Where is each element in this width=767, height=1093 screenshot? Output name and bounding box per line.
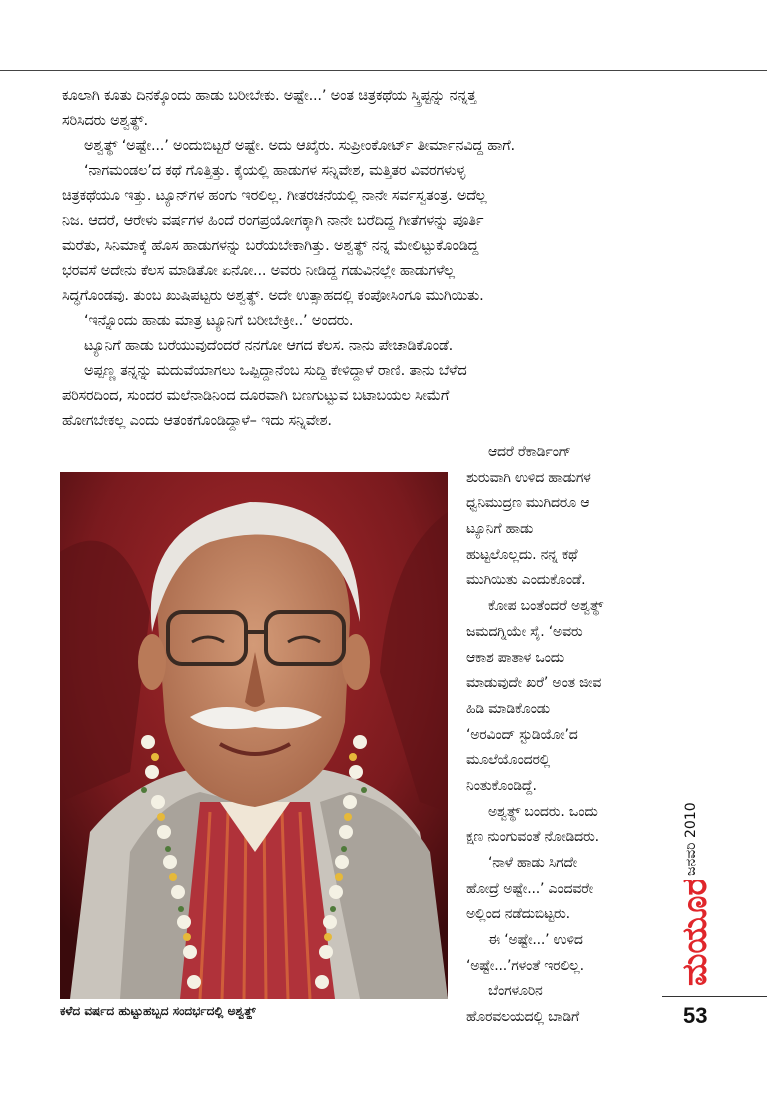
text-line: ‘ಇನ್ನೊಂದು ಹಾಡು ಮಾತ್ರ ಟ್ಯೂನಿಗೆ ಬರೀಬೇಕ್ರೀ..’ ಅಂದರು. [84,313,354,329]
text-line: ಮಾಡುವುದೇ ಖರೆ’ ಅಂತ ಜೀವ [466,675,602,692]
text-line: ಅಶ್ವತ್ಥ್ ಬಂದರು. ಒಂದು [488,803,598,820]
text-line: ಕ್ಷಣ ನುಂಗುವಂತೆ ನೋಡಿದರು. [466,829,599,846]
text-line: ಚಿತ್ರಕಥೆಯೂ ಇತ್ತು. ಟ್ಯೂನ್‌ಗಳ ಹಂಗು ಇರಲಿಲ್ಲ. ಗೀತರಚನೆಯಲ್ಲಿ ನಾನೇ ಸರ್ವಸ್ವತಂತ್ರ. ಅದೆಲ್ಲ [62,188,487,204]
issue-date-text: ಜನವರಿ 2010 [683,802,699,876]
magazine-masthead [666,880,716,990]
top-rule [0,70,767,71]
text-line: ಸರಿಸಿದರು ಅಶ್ವತ್ಥ್. [62,113,148,129]
footer-rule [662,996,767,997]
text-line: ಹೊರವಲಯದಲ್ಲಿ ಬಾಡಿಗೆ [466,1009,579,1026]
text-line: ಪರಿಸರದಿಂದ, ಸುಂದರ ಮಲೆನಾಡಿನಿಂದ ದೂರವಾಗಿ ಬಣಗುಟ್ಟುವ ಬಟಾಬಯಲ ಸೀಮೆಗೆ [62,388,450,404]
text-line: ಹಿಡಿ ಮಾಡಿಕೊಂಡು [466,700,550,717]
text-line: ನಿಂತುಕೊಂಡಿದ್ದೆ. [466,777,537,794]
text-line: ಸಿದ್ಧಗೊಂಡವು. ತುಂಬ ಖುಷಿಪಟ್ಟರು ಅಶ್ವತ್ಥ್. ಅದೇ ಉತ್ಸಾಹದಲ್ಲಿ ಕಂಪೋಸಿಂಗೂ ಮುಗಿಯಿತು. [62,288,484,304]
text-line: ‘ಅಷ್ಟೇ...’ಗಳಂತೆ ಇರಲಿಲ್ಲ. [466,957,584,974]
text-line: ಅಲ್ಲಿಂದ ನಡೆದುಬಿಟ್ಟರು. [466,906,570,923]
text-line: ಅಶ್ವತ್ಥ್ ‘ಅಷ್ಟೇ...’ ಅಂದುಬಿಟ್ಟರೆ ಅಷ್ಟೇ. ಅದು ಆಖೈರು. ಸುಪ್ರೀಂಕೋರ್ಟ್ ತೀರ್ಮಾನವಿದ್ದ ಹಾಗೆ. [84,138,515,154]
text-line: ಆದರೆ ರೆಕಾರ್ಡಿಂಗ್ [488,444,571,460]
magazine-name: ಮಯೂರ [675,880,715,986]
article-body-right-column [466,440,662,1031]
text-line: ಈ ‘ಅಷ್ಟೇ...’ ಉಳಿದ [488,932,583,949]
issue-date [678,778,702,878]
text-line: ಕೂಲಾಗಿ ಕೂತು ದಿನಕ್ಕೊಂದು ಹಾಡು ಬರೀಬೇಕು. ಅಷ್ಟೇ...’ ಅಂತ ಚಿತ್ರಕಥೆಯ ಸ್ಕ್ರಿಪ್ಟನ್ನು ನನ್ನತ್ತ [62,88,476,104]
portrait-photo [60,472,448,999]
text-line: ಮೂಲೆಯೊಂದರಲ್ಲಿ [466,752,551,769]
text-line: ಮುಗಿಯಿತು ಎಂದುಕೊಂಡೆ. [466,572,586,589]
text-line: ಹುಟ್ಟಲೊಲ್ಲದು. ನನ್ನ ಕಥೆ [466,546,578,563]
text-line: ಮರೆತು, ಸಿನಿಮಾಕ್ಕೆ ಹೊಸ ಹಾಡುಗಳನ್ನು ಬರೆಯಬೇಕಾಗಿತ್ತು. ಅಶ್ವತ್ಥ್ ನನ್ನ ಮೇಲಿಟ್ಟುಕೊಂಡಿದ್ದ [62,238,479,254]
photo-caption: ಕಳೆದ ವರ್ಷದ ಹುಟ್ಟುಹಬ್ಬದ ಸಂದರ್ಭದಲ್ಲಿ ಅಶ್ವತ್ಥ್ [60,1004,256,1018]
text-line: ಟ್ಯೂನಿಗೆ ಹಾಡು ಬರೆಯುವುದೆಂದರೆ ನನಗೋ ಆಗದ ಕೆಲಸ. ನಾನು ಪೇಚಾಡಿಕೊಂಡೆ. [84,338,454,354]
page-number: 53 [683,1003,708,1028]
text-line: ಟ್ಯೂನಿಗೆ ಹಾಡು [466,521,534,538]
text-line: ಹೋದ್ರೆ ಅಷ್ಟೇ...’ ಎಂದವರೇ [466,880,593,897]
text-line: ಆಕಾಶ ಪಾತಾಳ ಒಂದು [466,649,565,666]
text-line: ‘ಅರವಿಂದ್ ಸ್ಟುಡಿಯೋ’ದ [466,726,578,743]
text-line: ಭರವಸೆ ಅದೇನು ಕೆಲಸ ಮಾಡಿತೋ ಏನೋ... ಅವರು ನೀಡಿದ್ದ ಗಡುವಿನಲ್ಲೇ ಹಾಡುಗಳೆಲ್ಲ [62,263,455,279]
text-line: ಹೋಗಬೇಕಲ್ಲ ಎಂದು ಆತಂಕಗೊಂಡಿದ್ದಾಳೆ– ಇದು ಸನ್ನಿವೇಶ. [62,413,332,429]
text-line: ಜಮದಗ್ನಿಯೇ ಸೈ. ‘ಅವರು [466,623,583,640]
text-line: ಅಪ್ಪಣ್ಣ ತನ್ನನ್ನು ಮದುವೆಯಾಗಲು ಒಪ್ಪಿದ್ದಾನೆಂಬ ಸುದ್ದಿ ಕೇಳಿದ್ದಾಳೆ ರಾಣಿ. ತಾನು ಬೆಳೆದ [84,363,467,379]
text-line: ಬೆಂಗಳೂರಿನ [488,983,543,1000]
text-line: ಕೋಪ ಬಂತೆಂದರೆ ಅಶ್ವತ್ಥ್ [488,598,604,615]
text-line: ‘ನಾಳೆ ಹಾಡು ಸಿಗದೇ [488,855,577,871]
text-line: ಧ್ವನಿಮುದ್ರಣ ಮುಗಿದರೂ ಆ [466,495,590,512]
text-line: ನಿಜ. ಆದರೆ, ಆರೇಳು ವರ್ಷಗಳ ಹಿಂದೆ ರಂಗಪ್ರಯೋಗಕ್ಕಾಗಿ ನಾನೇ ಬರೆದಿದ್ದ ಗೀತೆಗಳನ್ನು ಪೂರ್ತಿ [62,213,484,229]
text-line: ಶುರುವಾಗಿ ಉಳಿದ ಹಾಡುಗಳ [466,469,591,486]
article-body-top [62,84,662,434]
text-line: ‘ನಾಗಮಂಡಲ’ದ ಕಥೆ ಗೊತ್ತಿತ್ತು. ಕೈಯಲ್ಲಿ ಹಾಡುಗಳ ಸನ್ನಿವೇಶ, ಮತ್ತಿತರ ವಿವರಗಳುಳ್ಳ [84,163,466,179]
